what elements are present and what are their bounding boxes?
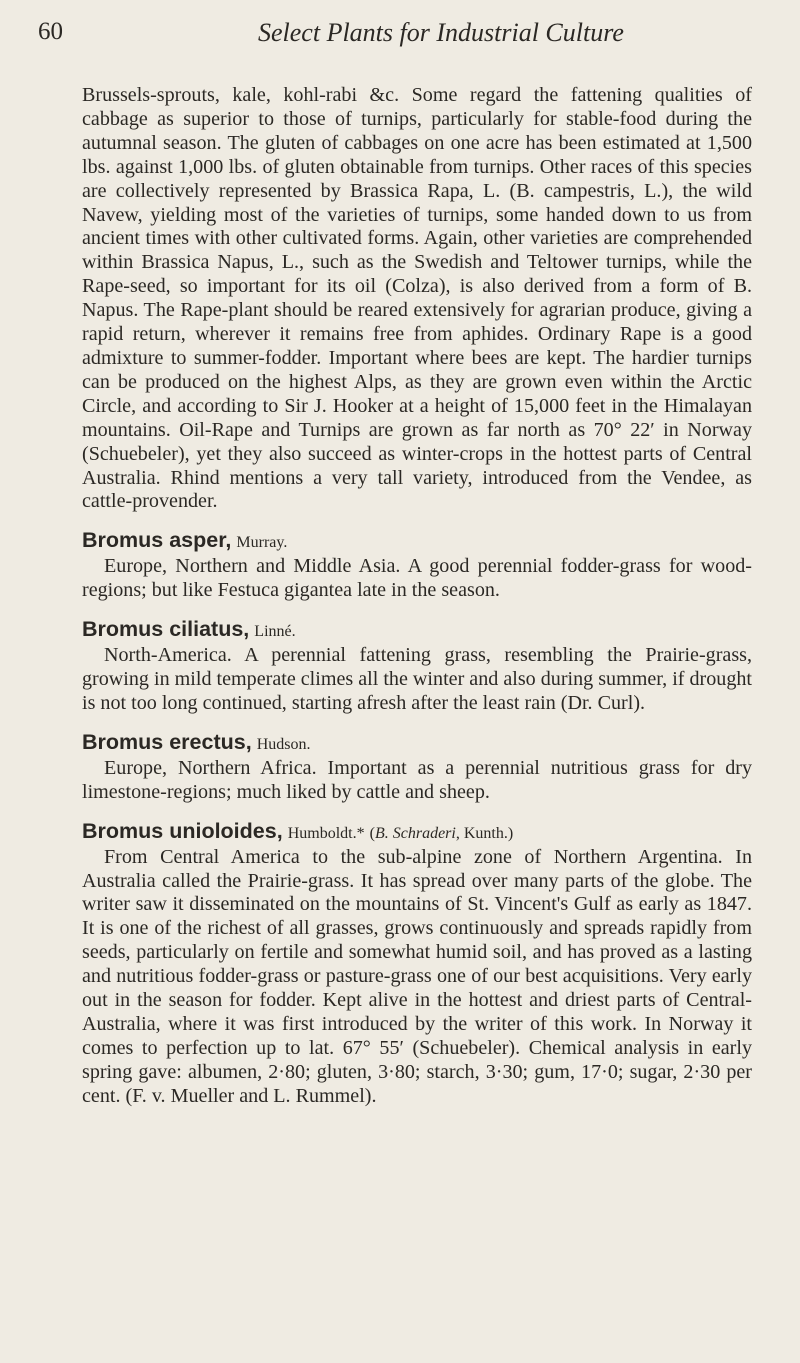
page-header (38, 18, 738, 52)
entry-text: Europe, Northern Africa. Important as a perennial nutritious grass for dry limestone-regions; much liked by cattle and sheep. (82, 756, 752, 803)
species-entry (82, 819, 752, 1109)
entry-heading (82, 617, 752, 644)
species-entry (82, 528, 752, 603)
entry-text: Europe, Northern and Middle Asia. A good perennial fodder-grass for wood-regions; but like Festuca gigantea late in the season. (82, 555, 752, 602)
entry-text: North-America. A perennial fattening grass, resembling the Prairie-grass, growing in mild temperate climes all the winter and also during summer, if drought is not too long continued, starting afresh after the least rain (Dr. Curl). (82, 644, 752, 714)
species-name: Bromus ciliatus, (82, 617, 250, 642)
entry-text: From Central America to the sub-alpine zone of Northern Argentina. In Australia called the Prairie-grass. It has spread over many parts of the globe. The writer saw it disseminated on the mountains of St. Vincent's Gulf as early as 1847. It is one of the richest of all grasses, grows continuously and spreads rapidly from seeds, particularly on fertile and somewhat humid soil, and has proved as a lasting and nutritious fodder-grass or pasture-grass one of our best acquisitions. Very early out in the season for fodder. Kept alive in the hottest and driest parts of Central-Australia, where it was first introduced by the writer of this work. In Norway it comes to perfection up to lat. 67° 55′ (Schuebeler). Chemical analysis in early spring gave: albumen, 2·80; gluten, 3·80; starch, 3·30; gum, 17·0; sugar, 2·30 per cent. (F. v. Mueller and L. Rummel). (82, 845, 752, 1107)
entry-heading (82, 819, 752, 846)
page-number: 60 (38, 18, 63, 45)
species-name: Bromus unioloides, (82, 818, 283, 843)
page-body (82, 84, 752, 1109)
species-synonym: (B. Schraderi, Kunth.) (369, 824, 514, 842)
species-entry (82, 730, 752, 805)
species-entry (82, 617, 752, 716)
running-head: Select Plants for Industrial Culture (258, 18, 624, 47)
species-authority: Hudson. (256, 735, 311, 753)
species-name: Bromus erectus, (82, 729, 252, 754)
intro-paragraph: Brussels-sprouts, kale, kohl-rabi &c. Some regard the fattening qualities of cabbage as superior to those of turnips, particularly for stable-food during the autumnal season. The gluten of cabbages on one acre has been estimated at 1,500 lbs. against 1,000 lbs. of gluten obtainable from turnips. Other races of this species are collectively represented by Brassica Rapa, L. (B. campestris, L.), the wild Navew, yielding most of the varieties of turnips, some handed down to us from ancient times with other cultivated forms. Again, other varieties are comprehended within Brassica Napus, L., such as the Swedish and Teltower turnips, while the Rape-seed, so important for its oil (Colza), is also derived from a form of B. Napus. The Rape-plant should be reared extensively for agrarian produce, giving a rapid return, wherever it remains free from aphides. Ordinary Rape is a good admixture to summer-fodder. Important where bees are kept. The hardier turnips can be produced on the highest Alps, as they are grown even within the Arctic Circle, and according to Sir J. Hooker at a height of 15,000 feet in the Himalayan mountains. Oil-Rape and Turnips are grown as far north as 70° 22′ in Norway (Schuebeler), yet they also succeed as winter-crops in the hottest parts of Central Australia. Rhind mentions a very tall variety, introduced from the Vendee, as cattle-provender. (82, 84, 752, 513)
species-authority: Linné. (254, 623, 296, 641)
species-name: Bromus asper, (82, 528, 232, 553)
species-authority: Humboldt.* (287, 824, 365, 842)
entry-heading (82, 730, 752, 757)
species-authority: Murray. (236, 534, 288, 552)
entry-heading (82, 528, 752, 555)
